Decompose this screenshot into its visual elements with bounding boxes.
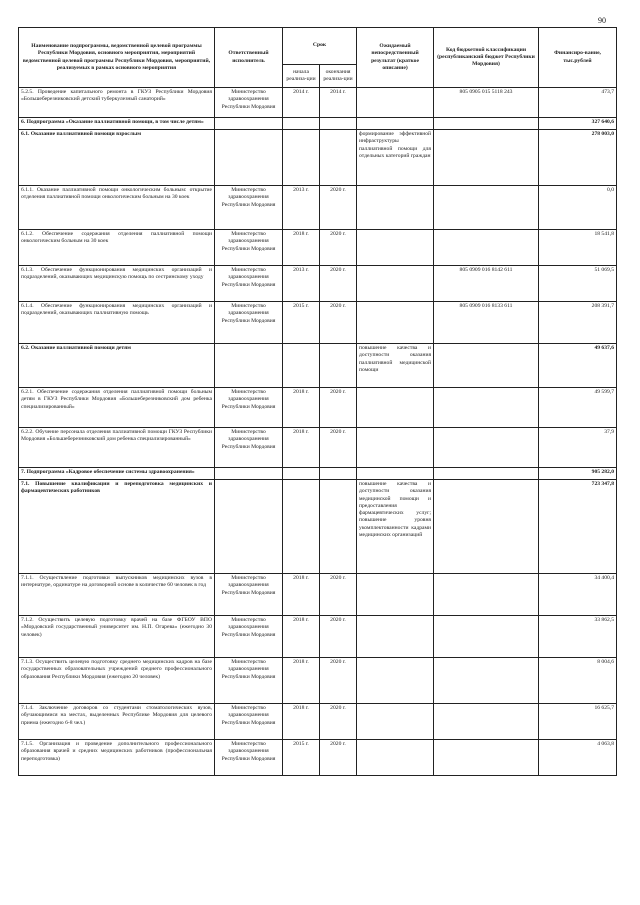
- cell-executor: Министерство здравоохранения Республики Мордовия: [215, 428, 283, 468]
- cell-start: 2018 г.: [283, 428, 320, 468]
- cell-result: [357, 428, 434, 468]
- cell-executor: Министерство здравоохранения Республики Мордовия: [215, 616, 283, 658]
- header-budget-code: Код бюджетной классификации (республиканский бюджет Республики Мордовия): [434, 28, 539, 88]
- cell-budget-code: [434, 388, 539, 428]
- cell-end: [320, 118, 357, 130]
- header-financing: Финансиро-вание, тыс.рублей: [539, 28, 617, 88]
- cell-executor: Министерство здравоохранения Республики Мордовия: [215, 388, 283, 428]
- header-result: Ожидаемый непосредственный результат (краткое описание): [357, 28, 434, 88]
- header-term-start: начала реализа-ции: [283, 65, 320, 88]
- table-row: [19, 468, 617, 480]
- cell-result: повышение качества и доступности оказания паллиативной медицинской помощи: [357, 344, 434, 388]
- cell-executor: Министерство здравоохранения Республики Мордовия: [215, 230, 283, 266]
- cell-name: 6.2.2. Обучение персонала отделения паллиативной помощи ГКУЗ Республики Мордовия «Большеберезниковский дом ребенка специализированный»: [19, 428, 215, 468]
- cell-result: [357, 658, 434, 704]
- table-row: [19, 88, 617, 118]
- cell-executor: [215, 468, 283, 480]
- cell-financing: 4 063,8: [539, 740, 617, 776]
- cell-start: 2014 г.: [283, 88, 320, 118]
- cell-budget-code: [434, 480, 539, 574]
- cell-end: 2020 г.: [320, 230, 357, 266]
- cell-end: 2020 г.: [320, 740, 357, 776]
- cell-start: 2018 г.: [283, 574, 320, 616]
- cell-end: 2020 г.: [320, 266, 357, 302]
- cell-budget-code: [434, 468, 539, 480]
- cell-end: 2020 г.: [320, 388, 357, 428]
- cell-executor: Министерство здравоохранения Республики Мордовия: [215, 266, 283, 302]
- cell-result: [357, 302, 434, 344]
- cell-financing: 905 282,0: [539, 468, 617, 480]
- table-row: [19, 186, 617, 230]
- cell-start: [283, 480, 320, 574]
- cell-financing: 8 004,6: [539, 658, 617, 704]
- cell-executor: Министерство здравоохранения Республики Мордовия: [215, 186, 283, 230]
- cell-result: [357, 186, 434, 230]
- cell-budget-code: [434, 230, 539, 266]
- cell-start: 2018 г.: [283, 704, 320, 740]
- cell-executor: Министерство здравоохранения Республики Мордовия: [215, 574, 283, 616]
- cell-executor: Министерство здравоохранения Республики Мордовия: [215, 302, 283, 344]
- cell-name: 7.1.5. Организация и проведение дополнительного профессионального образования врачей и средних медицинских работников (профессиональная переподготовка): [19, 740, 215, 776]
- table-row: [19, 704, 617, 740]
- cell-result: формирование эффективной инфраструктуры паллиативной помощи для отдельных категорий граждан: [357, 130, 434, 186]
- table-row: [19, 428, 617, 468]
- cell-end: 2020 г.: [320, 302, 357, 344]
- cell-financing: 37,9: [539, 428, 617, 468]
- cell-executor: [215, 118, 283, 130]
- cell-start: [283, 468, 320, 480]
- cell-financing: 34 400,4: [539, 574, 617, 616]
- cell-start: 2018 г.: [283, 658, 320, 704]
- cell-start: 2015 г.: [283, 302, 320, 344]
- table-row: [19, 658, 617, 704]
- cell-financing: 49 637,6: [539, 344, 617, 388]
- cell-financing: 208 391,7: [539, 302, 617, 344]
- table-row: [19, 130, 617, 186]
- cell-end: 2020 г.: [320, 658, 357, 704]
- cell-financing: 33 862,5: [539, 616, 617, 658]
- cell-result: повышение качества и доступности оказания медицинской помощи и предоставления фармацевтических услуг; повышение уровня укомплектованности кадрами медицинских организаций: [357, 480, 434, 574]
- cell-financing: 0,0: [539, 186, 617, 230]
- cell-name: 6.1.1. Оказание паллиативной помощи онкологическим больным: открытие отделения паллиативной помощи онкологическим больным на 30 коек: [19, 186, 215, 230]
- cell-budget-code: [434, 704, 539, 740]
- cell-financing: 49 599,7: [539, 388, 617, 428]
- table-row: [19, 344, 617, 388]
- cell-financing: 327 640,6: [539, 118, 617, 130]
- cell-end: [320, 344, 357, 388]
- cell-budget-code: [434, 428, 539, 468]
- table-row: [19, 388, 617, 428]
- cell-name: 6.2.1. Обеспечение содержания отделения паллиативной помощи больным детям в ГКУЗ Республики Мордовия «Большеберезниковский дом ребенка специализированный»: [19, 388, 215, 428]
- cell-start: [283, 118, 320, 130]
- cell-name: 7.1.2. Осуществить целевую подготовку врачей на базе ФГБОУ ВПО «Мордовский государственный университет им. Н.П. Огарева» (ежегодно 30 человек): [19, 616, 215, 658]
- cell-financing: 18 541,8: [539, 230, 617, 266]
- cell-executor: [215, 480, 283, 574]
- cell-budget-code: [434, 658, 539, 704]
- cell-result: [357, 616, 434, 658]
- cell-end: [320, 480, 357, 574]
- cell-end: 2020 г.: [320, 574, 357, 616]
- cell-budget-code: [434, 740, 539, 776]
- cell-end: [320, 130, 357, 186]
- table-row: [19, 574, 617, 616]
- cell-financing: 51 069,5: [539, 266, 617, 302]
- cell-name: 7.1. Повышение квалификации и переподготовка медицинских и фармацевтических работников: [19, 480, 215, 574]
- cell-executor: Министерство здравоохранения Республики Мордовия: [215, 704, 283, 740]
- table-row: [19, 118, 617, 130]
- cell-name: 7. Подпрограмма «Кадровое обеспечение системы здравоохранения»: [19, 468, 215, 480]
- cell-budget-code: 805 0909 016 8142 611: [434, 266, 539, 302]
- cell-budget-code: [434, 118, 539, 130]
- cell-start: 2018 г.: [283, 616, 320, 658]
- header-term: Срок: [283, 28, 357, 65]
- cell-start: 2013 г.: [283, 266, 320, 302]
- cell-name: 6.1.4. Обеспечение функционирования медицинских организаций и подразделений, оказывающих паллиативную помощь: [19, 302, 215, 344]
- cell-budget-code: 805 0905 015 5118 243: [434, 88, 539, 118]
- cell-end: [320, 468, 357, 480]
- cell-budget-code: [434, 130, 539, 186]
- cell-name: 7.1.1. Осуществление подготовки выпускников медицинских вузов в интернатуре, ординатуре на договорной основе в количестве 60 человек в год: [19, 574, 215, 616]
- cell-start: [283, 344, 320, 388]
- cell-result: [357, 574, 434, 616]
- cell-end: 2020 г.: [320, 186, 357, 230]
- cell-name: 6. Подпрограмма «Оказание паллиативной помощи, в том числе детям»: [19, 118, 215, 130]
- cell-budget-code: [434, 344, 539, 388]
- cell-name: 6.1.3. Обеспечение функционирования медицинских организаций и подразделений, оказывающих медицинскую помощь по сестринскому уходу: [19, 266, 215, 302]
- cell-financing: 473,7: [539, 88, 617, 118]
- cell-result: [357, 118, 434, 130]
- cell-name: 6.1. Оказание паллиативной помощи взрослым: [19, 130, 215, 186]
- cell-result: [357, 88, 434, 118]
- cell-financing: 16 625,7: [539, 704, 617, 740]
- cell-start: 2015 г.: [283, 740, 320, 776]
- cell-financing: 723 347,8: [539, 480, 617, 574]
- cell-budget-code: [434, 574, 539, 616]
- cell-name: 6.1.2. Обеспечение содержания отделения паллиативной помощи онкологическим больным на 30 коек: [19, 230, 215, 266]
- cell-result: [357, 468, 434, 480]
- cell-result: [357, 388, 434, 428]
- cell-start: 2013 г.: [283, 186, 320, 230]
- program-table: [18, 27, 617, 776]
- cell-budget-code: 805 0909 016 8133 611: [434, 302, 539, 344]
- table-row: [19, 616, 617, 658]
- cell-result: [357, 230, 434, 266]
- cell-executor: Министерство здравоохранения Республики Мордовия: [215, 88, 283, 118]
- page-number: 90: [598, 16, 606, 25]
- cell-name: 7.1.3. Осуществить целевую подготовку среднего медицинских кадров на базе государственных образовательных учреждений среднего профессионального образования Республики Мордовия (ежегодно 20 человек): [19, 658, 215, 704]
- cell-executor: [215, 344, 283, 388]
- table-row: [19, 740, 617, 776]
- cell-result: [357, 740, 434, 776]
- cell-executor: [215, 130, 283, 186]
- cell-end: 2020 г.: [320, 616, 357, 658]
- cell-name: 5.2.5. Проведение капитального ремонта в ГКУЗ Республики Мордовия «Большеберезниковский детский туберкулезный санаторий»: [19, 88, 215, 118]
- cell-start: 2018 г.: [283, 230, 320, 266]
- cell-result: [357, 704, 434, 740]
- cell-name: 6.2. Оказание паллиативной помощи детям: [19, 344, 215, 388]
- cell-end: 2020 г.: [320, 704, 357, 740]
- table-row: [19, 480, 617, 574]
- cell-name: 7.1.4. Заключение договоров со студентами стоматологических вузов, обучающимися на местах, выделенных Республике Мордовия для целевого приема (ежегодно 6-8 чел.): [19, 704, 215, 740]
- cell-end: 2020 г.: [320, 428, 357, 468]
- cell-budget-code: [434, 186, 539, 230]
- cell-start: [283, 130, 320, 186]
- cell-budget-code: [434, 616, 539, 658]
- cell-executor: Министерство здравоохранения Республики Мордовия: [215, 658, 283, 704]
- cell-result: [357, 266, 434, 302]
- table-row: [19, 266, 617, 302]
- cell-start: 2018 г.: [283, 388, 320, 428]
- cell-executor: Министерство здравоохранения Республики Мордовия: [215, 740, 283, 776]
- header-executor: Ответственный исполнитель: [215, 28, 283, 88]
- table-row: [19, 230, 617, 266]
- table-row: [19, 302, 617, 344]
- header-term-end: окончания реализа-ции: [320, 65, 357, 88]
- header-name: Наименование подпрограммы, ведомственной целевой программы Республики Мордовия, основного мероприятия, мероприятий ведомственной целевой программы Республики Мордовия, мероприятий, реализуемых в рамках основного мероприятия: [19, 28, 215, 88]
- cell-end: 2014 г.: [320, 88, 357, 118]
- cell-financing: 278 003,0: [539, 130, 617, 186]
